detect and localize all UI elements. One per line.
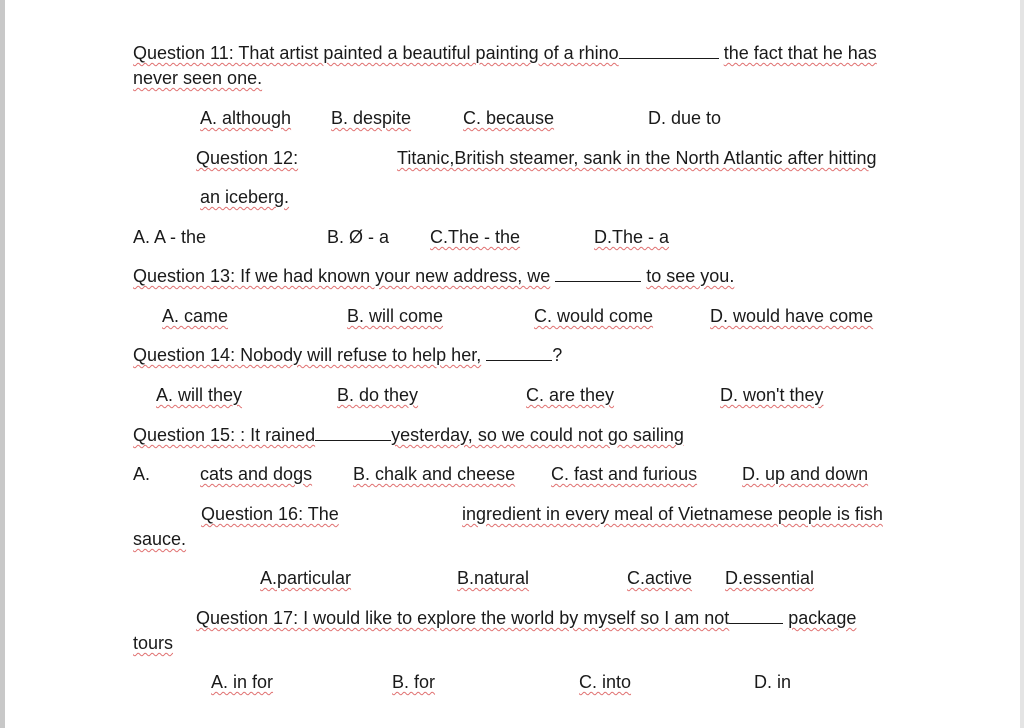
question-11-stem-continued	[133, 67, 262, 89]
question-12-text: Titanic,British steamer, sank in the North Atlantic after hitting	[397, 148, 877, 168]
question-13-text-after: to see you.	[646, 266, 735, 286]
page-left-border	[0, 0, 5, 728]
question-13-option-a: A. came	[162, 306, 229, 326]
question-12-option-b: B. Ø - a	[327, 227, 390, 247]
question-17-text-after: package	[788, 608, 857, 628]
question-12-label: Question 12:	[196, 148, 299, 168]
question-17-stem-continued	[133, 632, 173, 654]
question-11-stem	[133, 42, 877, 64]
question-14-option-a: A. will they	[156, 385, 243, 405]
question-11-text-after: the fact that he has	[723, 43, 877, 63]
question-15-option-d: D. up and down	[742, 464, 869, 484]
question-12-option-c: C.The - the	[430, 227, 521, 247]
question-11-option-c: C. because	[463, 108, 555, 128]
question-13-stem	[133, 265, 734, 287]
question-17-option-b: B. for	[392, 672, 436, 692]
question-14-text: Question 14: Nobody will refuse to help her,	[133, 345, 482, 365]
question-17-blank	[729, 607, 783, 624]
question-11-option-b: B. despite	[331, 108, 412, 128]
question-16-option-d: D.essential	[725, 568, 815, 588]
question-15-option-a-letter: A.	[133, 464, 151, 484]
question-17-option-a: A. in for	[211, 672, 274, 692]
question-16-stem-continued	[133, 528, 186, 550]
question-17-text: Question 17: I would like to explore the world by myself so I am not	[196, 608, 730, 628]
question-14-blank	[486, 344, 552, 361]
question-16-label: Question 16: The	[201, 504, 339, 524]
question-17-stem	[196, 607, 856, 629]
question-14-option-d: D. won't they	[720, 385, 824, 405]
question-16-text: ingredient in every meal of Vietnamese people is fish	[462, 504, 883, 524]
question-13-text: Question 13: If we had known your new address, we	[133, 266, 551, 286]
question-15-option-c: C. fast and furious	[551, 464, 698, 484]
question-15-option-b: B. chalk and cheese	[353, 464, 516, 484]
question-13-option-d: D. would have come	[710, 306, 874, 326]
question-15-blank	[315, 424, 391, 441]
question-15-text: Question 15: : It rained	[133, 425, 316, 445]
question-14-text-after: ?	[552, 345, 563, 365]
question-15-text-after: yesterday, so we could not go sailing	[391, 425, 684, 445]
question-12-stem-continued	[200, 186, 289, 208]
question-11-blank	[619, 42, 719, 59]
question-13-option-c: C. would come	[534, 306, 654, 326]
question-12-option-d: D.The - a	[594, 227, 670, 247]
question-17-option-c: C. into	[579, 672, 632, 692]
question-13-option-b: B. will come	[347, 306, 444, 326]
question-16-option-a: A.particular	[260, 568, 352, 588]
question-16-option-c: C.active	[627, 568, 693, 588]
question-17-option-d: D. in	[754, 672, 792, 692]
question-12-option-a: A. A - the	[133, 227, 207, 247]
question-14-option-c: C. are they	[526, 385, 615, 405]
question-12-text-cont: an iceberg.	[200, 187, 290, 207]
question-11-option-d: D. due to	[648, 108, 722, 128]
question-17-text-cont: tours	[133, 633, 174, 653]
question-11-text: Question 11: That artist painted a beautiful painting of a rhino	[133, 43, 619, 63]
page-right-border	[1020, 0, 1024, 728]
question-16-text-cont: sauce.	[133, 529, 187, 549]
question-11-option-a: A. although	[200, 108, 292, 128]
question-14-option-b: B. do they	[337, 385, 419, 405]
question-13-blank	[555, 265, 641, 282]
question-15-option-a: cats and dogs	[200, 464, 313, 484]
question-16-option-b: B.natural	[457, 568, 530, 588]
question-14-stem	[133, 344, 562, 366]
question-15-stem	[133, 424, 684, 446]
question-11-text-cont: never seen one.	[133, 68, 263, 88]
